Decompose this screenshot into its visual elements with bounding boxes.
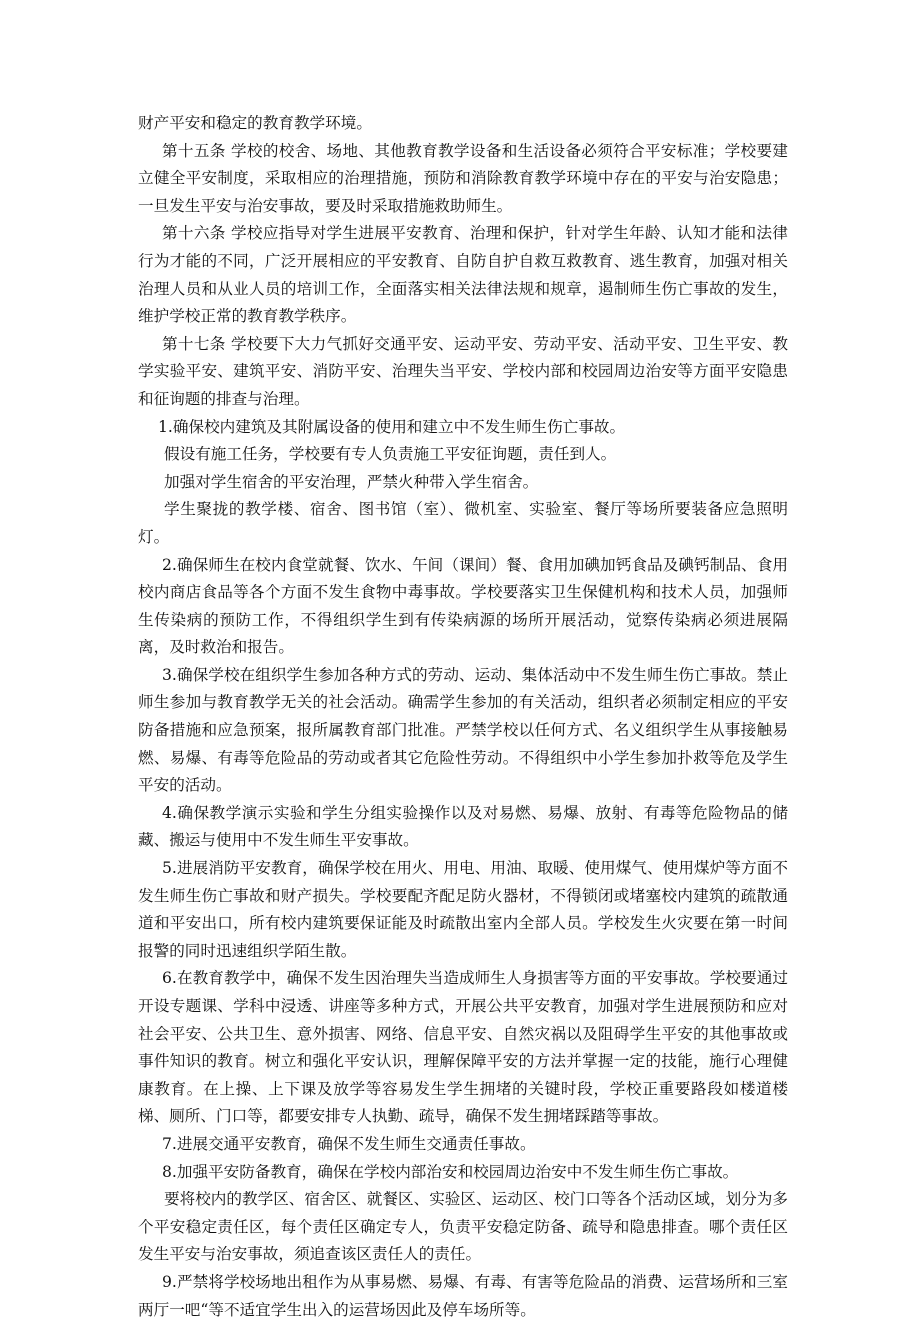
paragraph: 财产平安和稳定的教育教学环境。 [138, 114, 372, 132]
item-6-paragraph: 6.在教育教学中，确保不发生因治理失当造成师生人身损害等方面的平安事故。学校要通过开设专题课、学科中浸透、讲座等多种方式，开展公共平安教育，加强对学生进展预防和应对社会平安、公共卫生、意外损害、网络、信息平安、自然灾祸以及阻碍学生平安的其他事故或事件知识的教育。树立和强化平安认识，理解保障平安的方法并掌握一定的技能，施行心理健康教育。在上操、上下课及放学等容易发生学生拥堵的关键时段，学校正重要路段如楼道楼梯、厕所、门口等，都要安排专人执勤、疏导，确保不发生拥堵踩踏等事故。 [138, 969, 788, 1126]
paragraph: 假设有施工任务，学校要有专人负责施工平安征询题，责任到人。 [164, 445, 617, 464]
article-15-paragraph: 第十五条 学校的校舍、场地、其他教育教学设备和生活设备必须符合平安标准；学校要建立健全平安制度，采取相应的治理措施，预防和消除教育教学环境中存在的平安与治安隐患；一旦发生平安与治安事故，要及时采取措施救助师生。 [138, 141, 788, 215]
paragraph: 学生聚拢的教学楼、宿舍、图书馆（室）、微机室、实验室、餐厅等场所要装备应急照明灯。 [138, 500, 788, 546]
item-3-paragraph: 3.确保学校在组织学生参加各种方式的劳动、运动、集体活动中不发生师生伤亡事故。禁止师生参加与教育教学无关的社会活动。确需学生参加的有关活动，组织者必须制定相应的平安防备措施和应急预案，报所属教育部门批准。严禁学校以任何方式、名义组织学生从事接触易燃、易爆、有毒等危险品的劳动或者其它危险性劳动。不得组织中小学生参加扑救等危及学生平安的活动。 [138, 665, 788, 795]
item-4-paragraph: 4.确保教学演示实验和学生分组实验操作以及对易燃、易爆、放射、有毒等危险物品的储藏、搬运与使用中不发生师生平安事故。 [138, 803, 788, 850]
item-2-paragraph: 2.确保师生在校内食堂就餐、饮水、午间（课间）餐、食用加碘加钙食品及碘钙制品、食用校内商店食品等各个方面不发生食物中毒事故。学校要落实卫生保健机构和技术人员，加强师生传染病的预防工作，不得组织学生到有传染病源的场所开展活动，觉察传染病必须进展隔离，及时救治和报告。 [138, 555, 788, 657]
paragraph: 加强对学生宿舍的平安治理，严禁火种带入学生宿舍。 [164, 472, 539, 491]
item-1-paragraph: 1.确保校内建筑及其附属设备的使用和建立中不发生师生伤亡事故。 [158, 417, 626, 436]
item-7-paragraph: 7.进展交通平安教育，确保不发生师生交通责任事故。 [162, 1134, 536, 1153]
item-8-paragraph: 8.加强平安防备教育，确保在学校内部治安和校园周边治安中不发生师生伤亡事故。 [162, 1162, 739, 1181]
item-9-paragraph: 9.严禁将学校场地出租作为从事易燃、易爆、有毒、有害等危险品的消费、运营场所和三室两厅一吧“等不适宜学生出入的运营场因此及停车场所等。 [138, 1272, 788, 1319]
item-5-paragraph: 5.进展消防平安教育，确保学校在用火、用电、用油、取暖、使用煤气、使用煤炉等方面不发生师生伤亡事故和财产损失。学校要配齐配足防火器材，不得锁闭或堵塞校内建筑的疏散通道和平安出口，所有校内建筑要保证能及时疏散出室内全部人员。学校发生火灾要在第一时间报警的同时迅速组织学陌生散。 [138, 859, 788, 960]
paragraph: 要将校内的教学区、宿舍区、就餐区、实验区、运动区、校门口等各个活动区域，划分为多个平安稳定责任区，每个责任区确定专人，负责平安稳定防备、疏导和隐患排查。哪个责任区发生平安与治安事故，须追查该区责任人的责任。 [138, 1190, 788, 1264]
document-body [138, 110, 788, 1324]
article-16-paragraph: 第十六条 学校应指导对学生进展平安教育、治理和保护，针对学生年龄、认知才能和法律行为才能的不同，广泛开展相应的平安教育、自防自护自救互救教育、逃生教育，加强对相关治理人员和从业人员的培训工作，全面落实相关法律法规和规章，遏制师生伤亡事故的发生，维护学校正常的教育教学秩序。 [138, 224, 788, 326]
article-17-paragraph: 第十七条 学校要下大力气抓好交通平安、运动平安、劳动平安、活动平安、卫生平安、教学实验平安、建筑平安、消防平安、治理失当平安、学校内部和校园周边治安等方面平安隐患和征询题的排查与治理。 [138, 334, 788, 408]
